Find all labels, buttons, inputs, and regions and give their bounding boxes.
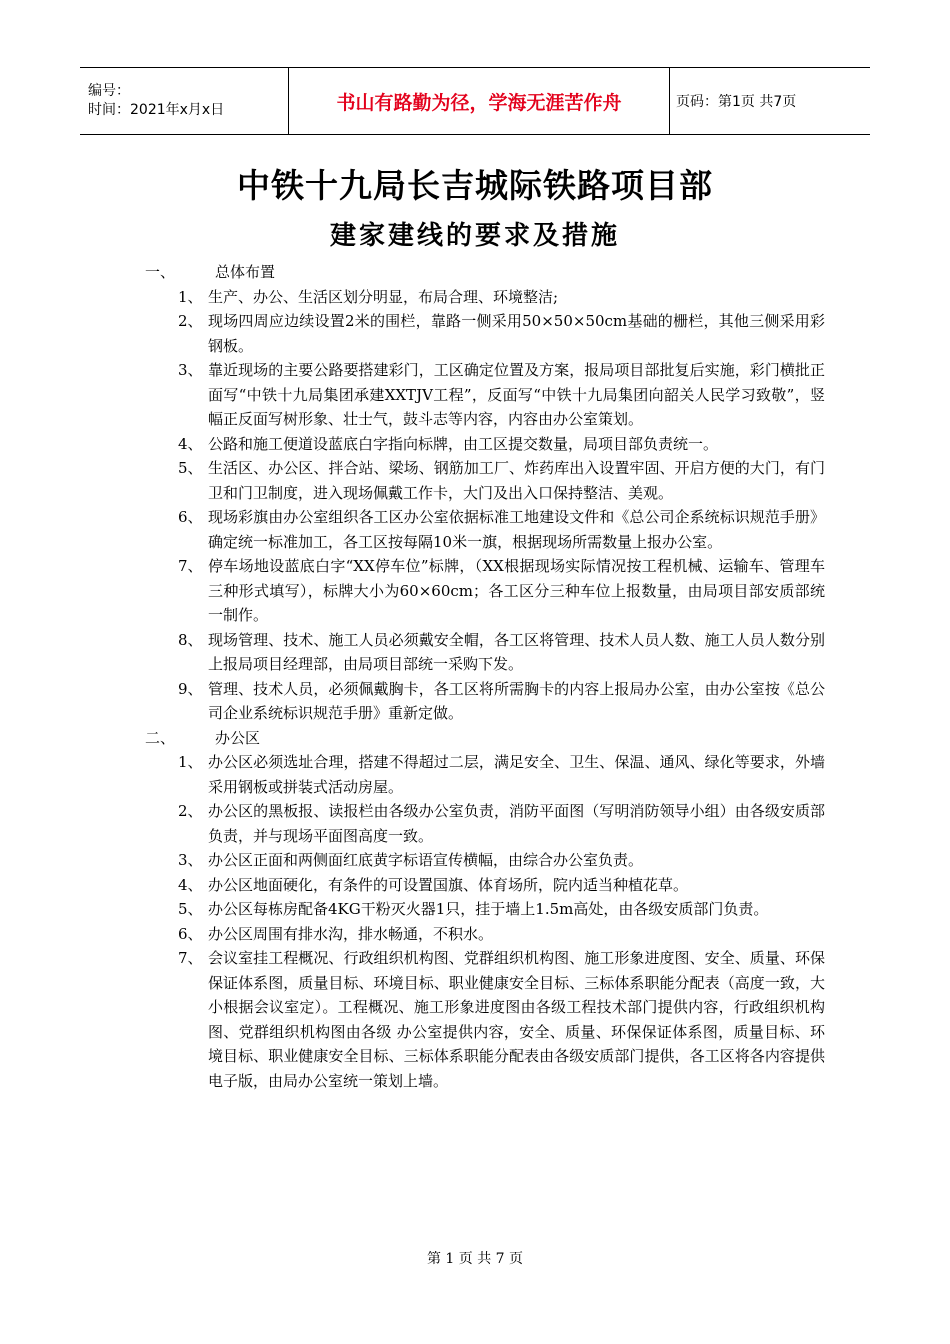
list-item (178, 358, 825, 432)
item-text: 生活区、办公区、拌合站、梁场、钢筋加工厂、炸药库出入设置牢固、开启方便的大门，有门卫和门卫制度，进入现场佩戴工作卡，大门及出入口保持整洁、美观。 (208, 459, 825, 502)
item-text: 生产、办公、生活区划分明显，布局合理、环境整洁; (208, 287, 559, 306)
item-number: 6、 (178, 924, 203, 943)
item-number: 3、 (178, 851, 203, 869)
item-number: 7、 (178, 949, 203, 967)
section-title: 总体布置 (215, 263, 276, 281)
item-number: 4、 (178, 434, 203, 453)
item-number: 2、 (178, 802, 203, 820)
list-item (178, 922, 825, 947)
item-text: 停车场地设蓝底白字“XX停车位”标牌，（XX根据现场实际情况按工程机械、运输车、管理车三种形式填写），标牌大小为60×60cm；各工区分三种车位上报数量，由局项目部安质部统一制作。 (208, 557, 825, 624)
list-item (178, 873, 825, 898)
list-item (178, 285, 825, 310)
list-item (178, 848, 825, 873)
item-number: 1、 (178, 753, 203, 771)
time-label: 时间：2021年x月x日 (88, 102, 225, 118)
list-item (178, 897, 825, 922)
item-number: 6、 (178, 508, 203, 526)
item-text: 办公区的黑板报、读报栏由各级办公室负责，消防平面图（写明消防领导小组）由各级安质部负责，并与现场平面图高度一致。 (208, 802, 825, 845)
item-number: 5、 (178, 459, 203, 477)
item-text: 靠近现场的主要公路要搭建彩门，工区确定位置及方案，报局项目部批复后实施，彩门横批正面写“中铁十九局集团承建XXTJV工程”，反面写“中铁十九局集团向韶关人民学习致敬”，竖幅正反面写树形象、壮士气，鼓斗志等内容，内容由办公室策划。 (208, 361, 825, 428)
list-item (178, 432, 825, 457)
list-item (178, 456, 825, 505)
item-text: 公路和施工便道设蓝底白字指向标牌，由工区提交数量，局项目部负责统一。 (208, 434, 719, 453)
item-text: 现场管理、技术、施工人员必须戴安全帽，各工区将管理、技术人员人数、施工人员人数分别上报局项目经理部，由局项目部统一采购下发。 (208, 630, 825, 673)
list-item (178, 799, 825, 848)
page-footer: 第 1 页 共 7 页 (426, 1251, 524, 1267)
list-item (178, 505, 825, 554)
item-number: 4、 (178, 875, 203, 894)
item-number: 9、 (178, 679, 203, 698)
section-heading (145, 726, 825, 751)
list-item (178, 750, 825, 799)
document-subtitle: 建家建线的要求及措施 (329, 221, 620, 251)
item-number: 7、 (178, 557, 203, 575)
list-item (178, 309, 825, 358)
item-text: 办公区地面硬化，有条件的可设置国旗、体育场所，院内适当种植花草。 (208, 875, 689, 894)
header-motto: 书山有路勤为径，学海无涯苦作舟 (289, 68, 670, 135)
item-text: 会议室挂工程概况、行政组织机构图、党群组织机构图、施工形象进度图、安全、质量、环保保证体系图，质量目标、环境目标、职业健康安全目标、三标体系职能分配表（高度一致，大小根据会议室定）。工程概况、施工形象进度图由各级工程技术部门提供内容，行政组织机构图、党群组织机构图由各级 办公室提供内容，安全、质量、环保保证体系图，质量目标、环境目标、职业健康安全目标、三标体系职能分配表由各级安质部门提供，各工区将各内容提供电子版，由局办公室统一策划上墙。 (208, 949, 825, 1090)
code-label: 编号： (88, 83, 130, 99)
section-title: 办公区 (215, 728, 261, 747)
section-number: 一、 (145, 263, 176, 281)
item-number: 1、 (178, 287, 203, 306)
item-text: 办公区必须选址合理，搭建不得超过二层，满足安全、卫生、保温、通风、绿化等要求，外墙采用钢板或拼装式活动房屋。 (208, 753, 825, 796)
header-page-info: 页码：第1页 共7页 (670, 68, 871, 135)
header-meta (80, 68, 289, 135)
item-number: 5、 (178, 900, 203, 918)
item-number: 8、 (178, 630, 203, 649)
document-header (80, 67, 870, 135)
item-text: 办公区每栋房配备4KG干粉灭火器1只，挂于墙上1.5m高处，由各级安质部门负责。 (208, 900, 769, 918)
list-item (178, 628, 825, 677)
item-text: 管理、技术人员，必须佩戴胸卡，各工区将所需胸卡的内容上报局办公室，由办公室按《总公司企业系统标识规范手册》重新定做。 (208, 679, 825, 722)
item-text: 现场四周应边续设置2米的围栏，靠路一侧采用50×50×50cm基础的栅栏，其他三侧采用彩钢板。 (208, 312, 825, 355)
document-title: 中铁十九局长吉城际铁路项目部 (237, 166, 713, 205)
item-text: 办公区正面和两侧面红底黄字标语宣传横幅，由综合办公室负责。 (208, 851, 644, 869)
item-text: 办公区周围有排水沟，排水畅通，不积水。 (208, 924, 494, 943)
section-heading (145, 260, 825, 285)
list-item (178, 554, 825, 628)
item-text: 现场彩旗由办公室组织各工区办公室依据标准工地建设文件和《总公司企系统标识规范手册》确定统一标准加工，各工区按每隔10米一旗，根据现场所需数量上报办公室。 (208, 508, 825, 551)
document-body (145, 260, 825, 1093)
list-item (178, 677, 825, 726)
section-number: 二、 (145, 728, 176, 747)
item-number: 2、 (178, 312, 203, 330)
item-number: 3、 (178, 361, 203, 379)
list-item (178, 946, 825, 1093)
